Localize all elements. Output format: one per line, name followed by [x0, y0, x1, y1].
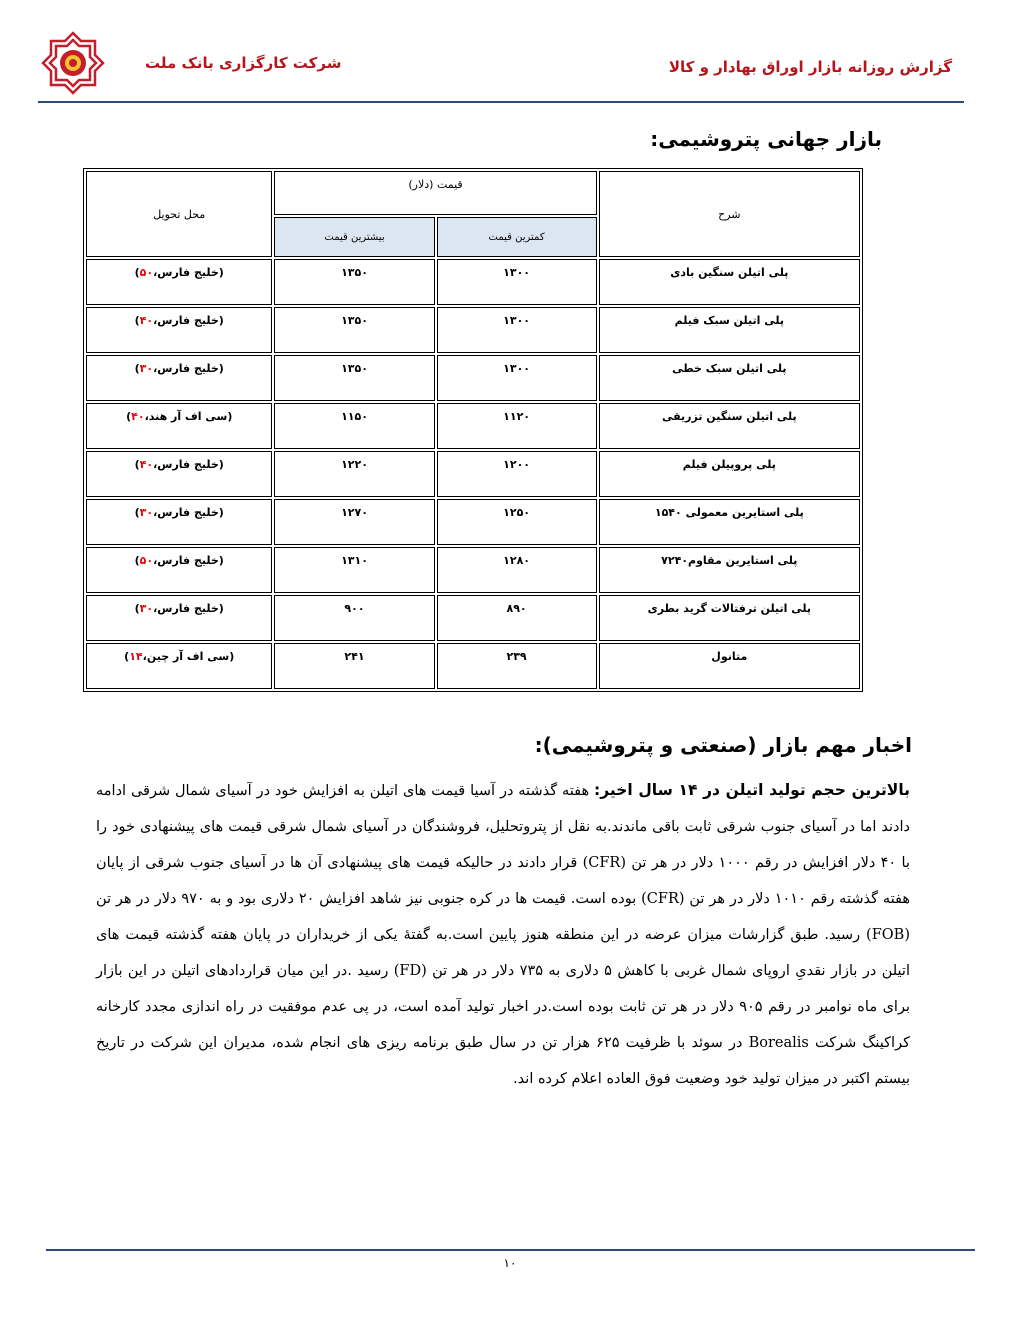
row-max-price: ۱۳۵۰ — [274, 307, 434, 353]
bank-mellat-logo — [40, 30, 106, 96]
delivery-place: سی اف آر چین، — [142, 650, 230, 663]
delivery-close: ) — [126, 410, 132, 423]
row-description: پلی استایرین مقاوم۷۲۴۰ — [599, 547, 860, 593]
section-title: بازار جهانی پتروشیمی: — [650, 127, 882, 151]
delivery-place: خلیج فارس، — [153, 554, 219, 567]
delivery-open: ( — [218, 266, 224, 279]
row-max-price: ۱۲۷۰ — [274, 499, 434, 545]
row-max-price: ۹۰۰ — [274, 595, 434, 641]
delivery-number: ۳۰ — [139, 362, 154, 375]
delivery-place: خلیج فارس، — [153, 362, 219, 375]
delivery-number: ۴۰ — [131, 410, 145, 423]
row-delivery — [86, 547, 272, 593]
row-min-price: ۱۱۲۰ — [437, 403, 597, 449]
row-delivery — [86, 499, 272, 545]
delivery-close: ) — [134, 554, 140, 567]
row-max-price: ۱۳۵۰ — [274, 259, 434, 305]
row-delivery — [86, 643, 272, 689]
table-row — [86, 499, 860, 545]
table-row — [86, 451, 860, 497]
row-min-price: ۱۳۰۰ — [437, 355, 597, 401]
table-row — [86, 547, 860, 593]
delivery-open: ( — [218, 554, 224, 567]
delivery-close: ) — [134, 362, 140, 375]
news-title: اخبار مهم بازار (صنعتی و پتروشیمی): — [534, 733, 912, 757]
table-row — [86, 643, 860, 689]
row-max-price: ۲۴۱ — [274, 643, 434, 689]
footer-divider — [46, 1249, 975, 1251]
delivery-place: خلیج فارس، — [153, 266, 219, 279]
delivery-number: ۴۰ — [139, 458, 154, 471]
delivery-close: ) — [134, 506, 140, 519]
delivery-number: ۱۴ — [129, 650, 143, 663]
row-delivery — [86, 307, 272, 353]
row-delivery — [86, 595, 272, 641]
delivery-open: ( — [218, 458, 224, 471]
row-description: پلی اتیلن سبک خطی — [599, 355, 860, 401]
delivery-close: ) — [124, 650, 130, 663]
page-number: ۱۰ — [503, 1256, 517, 1270]
petrochemical-price-table — [83, 168, 863, 692]
news-paragraph — [96, 772, 910, 1097]
delivery-close: ) — [134, 266, 140, 279]
delivery-place: خلیج فارس، — [153, 506, 219, 519]
header-max-price: بیشترین قیمت — [274, 217, 434, 257]
row-min-price: ۱۳۰۰ — [437, 259, 597, 305]
header-delivery: محل تحویل — [86, 171, 272, 257]
row-description: پلی اتیلن سبک فیلم — [599, 307, 860, 353]
row-description: پلی اتیلن سنگین تزریقی — [599, 403, 860, 449]
header-description: شرح — [599, 171, 860, 257]
row-min-price: ۱۲۸۰ — [437, 547, 597, 593]
delivery-place: سی اف آر هند، — [144, 410, 228, 423]
delivery-close: ) — [134, 602, 140, 615]
table-row — [86, 355, 860, 401]
row-description: متانول — [599, 643, 860, 689]
row-max-price: ۱۱۵۰ — [274, 403, 434, 449]
row-delivery — [86, 355, 272, 401]
row-min-price: ۱۳۰۰ — [437, 307, 597, 353]
row-min-price: ۲۳۹ — [437, 643, 597, 689]
delivery-number: ۴۰ — [139, 314, 154, 327]
row-min-price: ۱۲۰۰ — [437, 451, 597, 497]
delivery-open: ( — [229, 650, 235, 663]
news-text: هفته گذشته در آسیا قیمت های اتیلن به افزایش خود در آسیای شمال شرقی ادامه دادند اما در آسیای جنوب شرقی ثابت باقی ماندند.به نقل از پتروتحلیل، فروشندگان در آسیای شمال شرقی قیمت های پیشنهادی خود را با ۴۰ دلار افزایش در رقم ۱۰۰۰ دلار در هر تن (CFR) قرار دادند در حالیکه قیمت های پیشنهادی آن ها در آسیای جنوب شرقی از پایان هفته گذشته رقم ۱۰۱۰ دلار در هر تن (CFR) بوده است. قیمت ها در کره جنوبی نیز شاهد افزایش ۲۰ دلاری بود و به ۹۷۰ دلار در هر تن (FOB) رسید. طبق گزارشات میزان عرضه در این منطقه هنوز پایین است.به گفتهٔ یکی از خریداران در پایان هفته گذشته قیمت های اتیلن در بازار نقدیِ اروپای شمال غربی با کاهش ۵ دلاری به ۷۳۵ دلار در هر تن (FD) رسید .در این میان قراردادهای اتیلن در این بازار برای ماه نوامبر در رقم ۹۰۵ دلار در هر تن ثابت بوده است.در اخبار تولید آمده است، در پی عدم موفقیت در راه اندازی مجدد کارخانه کراکینگ شرکت Borealis در سوئد با ظرفیت ۶۲۵ هزار تن در سال طبق برنامه ریزی های انجام شده، مدیران این شرکت در تاریخ بیستم اکتبر در میزان تولید خود وضعیت فوق العاده اعلام کرده اند. — [96, 783, 911, 1087]
delivery-place: خلیج فارس، — [153, 458, 219, 471]
row-max-price: ۱۳۵۰ — [274, 355, 434, 401]
header-min-price: کمترین قیمت — [437, 217, 597, 257]
header-divider — [38, 101, 964, 103]
delivery-place: خلیج فارس، — [153, 314, 219, 327]
row-delivery — [86, 451, 272, 497]
delivery-number: ۵۰ — [139, 266, 154, 279]
delivery-number: ۳۰ — [139, 506, 154, 519]
company-name: شرکت کارگزاری بانک ملت — [145, 54, 342, 72]
delivery-open: ( — [218, 314, 224, 327]
row-description: پلی استایرین معمولی ۱۵۴۰ — [599, 499, 860, 545]
header-price-group: قیمت (دلار) — [274, 171, 596, 215]
row-description: پلی اتیلن ترفتالات گرید بطری — [599, 595, 860, 641]
table-row — [86, 595, 860, 641]
delivery-open: ( — [218, 602, 224, 615]
delivery-open: ( — [218, 362, 224, 375]
row-min-price: ۱۲۵۰ — [437, 499, 597, 545]
delivery-open: ( — [218, 506, 224, 519]
delivery-number: ۳۰ — [139, 602, 154, 615]
row-min-price: ۸۹۰ — [437, 595, 597, 641]
delivery-close: ) — [134, 458, 140, 471]
news-lead: بالاترین حجم تولید اتیلن در ۱۴ سال اخیر: — [594, 781, 910, 799]
report-title: گزارش روزانه بازار اوراق بهادار و کالا — [668, 58, 952, 76]
delivery-close: ) — [134, 314, 140, 327]
delivery-number: ۵۰ — [139, 554, 154, 567]
row-delivery — [86, 259, 272, 305]
delivery-place: خلیج فارس، — [153, 602, 219, 615]
table-row — [86, 259, 860, 305]
table-row — [86, 307, 860, 353]
table-row — [86, 403, 860, 449]
row-max-price: ۱۲۲۰ — [274, 451, 434, 497]
row-delivery — [86, 403, 272, 449]
row-description: پلی اتیلن سنگین بادی — [599, 259, 860, 305]
delivery-open: ( — [227, 410, 233, 423]
row-max-price: ۱۳۱۰ — [274, 547, 434, 593]
row-description: پلی پروپیلن فیلم — [599, 451, 860, 497]
